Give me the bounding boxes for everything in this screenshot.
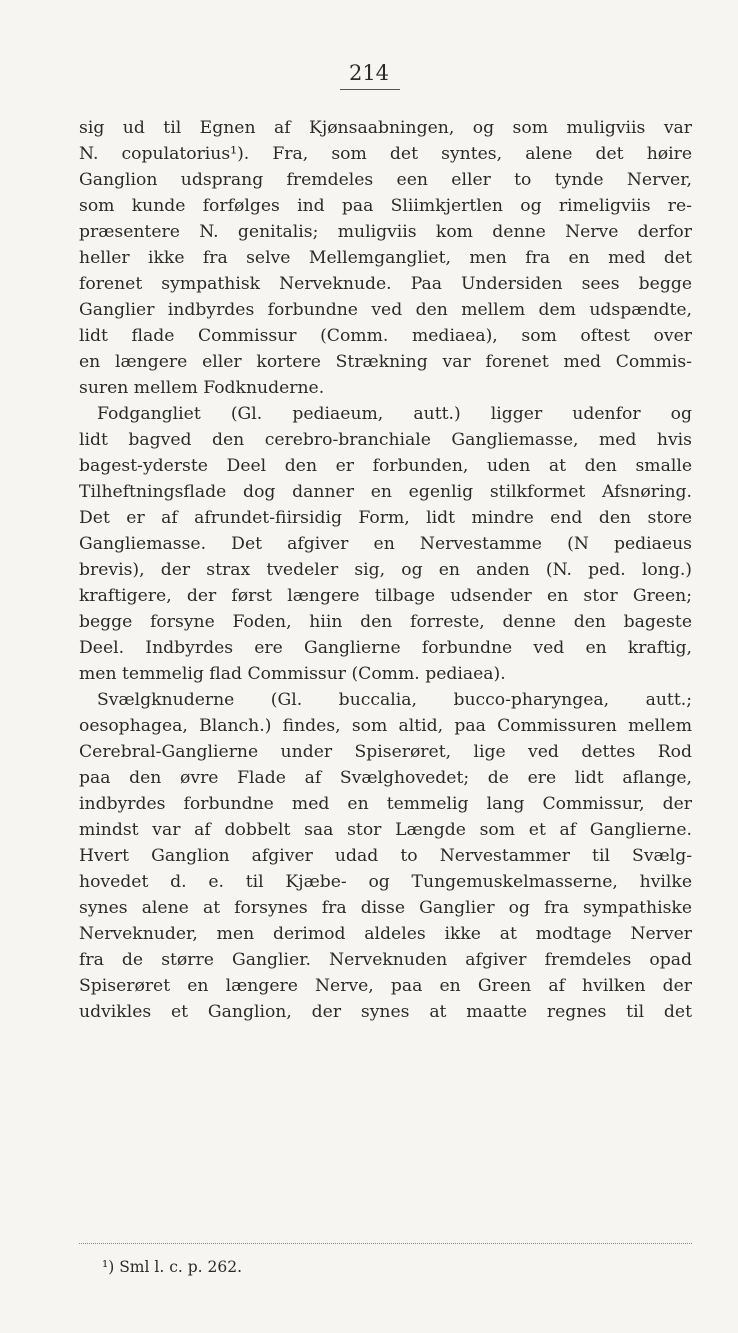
text-line: Svælgknuderne (Gl. buccalia, bucco-pharyngea, autt.;	[97, 690, 692, 710]
footnote: ¹) Sml l. c. p. 262.	[102, 1258, 243, 1276]
page-number-rule	[340, 89, 400, 90]
text-line: men temmelig flad Commissur (Comm. pediaea).	[79, 664, 506, 684]
text-line: en længere eller kortere Strækning var forenet med Commis-	[79, 352, 692, 372]
text-line: suren mellem Fodknuderne.	[79, 378, 325, 398]
text-line: hovedet d. e. til Kjæbe- og Tungemuskelmasserne, hvilke	[79, 872, 692, 892]
text-line: heller ikke fra selve Mellemgangliet, men fra en med det	[79, 248, 692, 268]
text-line: paa den øvre Flade af Svælghovedet; de ere lidt aflange,	[79, 768, 692, 788]
text-line: Tilheftningsflade dog danner en egenlig stilkformet Afsnøring.	[79, 482, 692, 502]
text-line: Hvert Ganglion afgiver udad to Nervestammer til Svælg-	[79, 846, 692, 866]
text-line: Nerveknuder, men derimod aldeles ikke at modtage Nerver	[79, 924, 692, 944]
text-line: Spiserøret en længere Nerve, paa en Green af hvilken der	[79, 976, 692, 996]
text-line: Deel. Indbyrdes ere Ganglierne forbundne ved en kraftig,	[79, 638, 692, 658]
text-line: forenet sympathisk Nerveknude. Paa Undersiden sees begge	[79, 274, 692, 294]
text-line: Gangliemasse. Det afgiver en Nervestamme (N pediaeus	[79, 534, 692, 554]
text-line: indbyrdes forbundne med en temmelig lang Commissur, der	[79, 794, 692, 814]
text-line: Cerebral-Ganglierne under Spiserøret, lige ved dettes Rod	[79, 742, 692, 762]
text-line: lidt bagved den cerebro-branchiale Gangliemasse, med hvis	[79, 430, 692, 450]
text-line: som kunde forfølges ind paa Sliimkjertlen og rimeligviis re-	[79, 196, 692, 216]
text-line: kraftigere, der først længere tilbage udsender en stor Green;	[79, 586, 692, 606]
text-line: Ganglion udsprang fremdeles een eller to tynde Nerver,	[79, 170, 692, 190]
text-line: begge forsyne Foden, hiin den forreste, denne den bageste	[79, 612, 692, 632]
text-line: udvikles et Ganglion, der synes at maatte regnes til det	[79, 1002, 692, 1022]
text-line: Fodgangliet (Gl. pediaeum, autt.) ligger udenfor og	[97, 404, 692, 424]
page-number: 214	[348, 61, 390, 85]
text-line: bagest-yderste Deel den er forbunden, uden at den smalle	[79, 456, 692, 476]
footnote-rule	[79, 1243, 692, 1244]
text-line: fra de større Ganglier. Nerveknuden afgiver fremdeles opad	[79, 950, 692, 970]
text-line: N. copulatorius¹). Fra, som det syntes, alene det høire	[79, 144, 692, 164]
text-line: brevis), der strax tvedeler sig, og en anden (N. ped. long.)	[79, 560, 692, 580]
text-line: oesophagea, Blanch.) findes, som altid, paa Commissuren mellem	[79, 716, 692, 736]
text-line: præsentere N. genitalis; muligviis kom denne Nerve derfor	[79, 222, 692, 242]
text-line: sig ud til Egnen af Kjønsaabningen, og som muligviis var	[79, 118, 692, 138]
text-line: synes alene at forsynes fra disse Ganglier og fra sympathiske	[79, 898, 692, 918]
text-line: Ganglier indbyrdes forbundne ved den mellem dem udspændte,	[79, 300, 692, 320]
text-line: Det er af afrundet-fiirsidig Form, lidt mindre end den store	[79, 508, 692, 528]
text-line: mindst var af dobbelt saa stor Længde som et af Ganglierne.	[79, 820, 692, 840]
body-text	[79, 115, 692, 1025]
text-line: lidt flade Commissur (Comm. mediaea), som oftest over	[79, 326, 692, 346]
